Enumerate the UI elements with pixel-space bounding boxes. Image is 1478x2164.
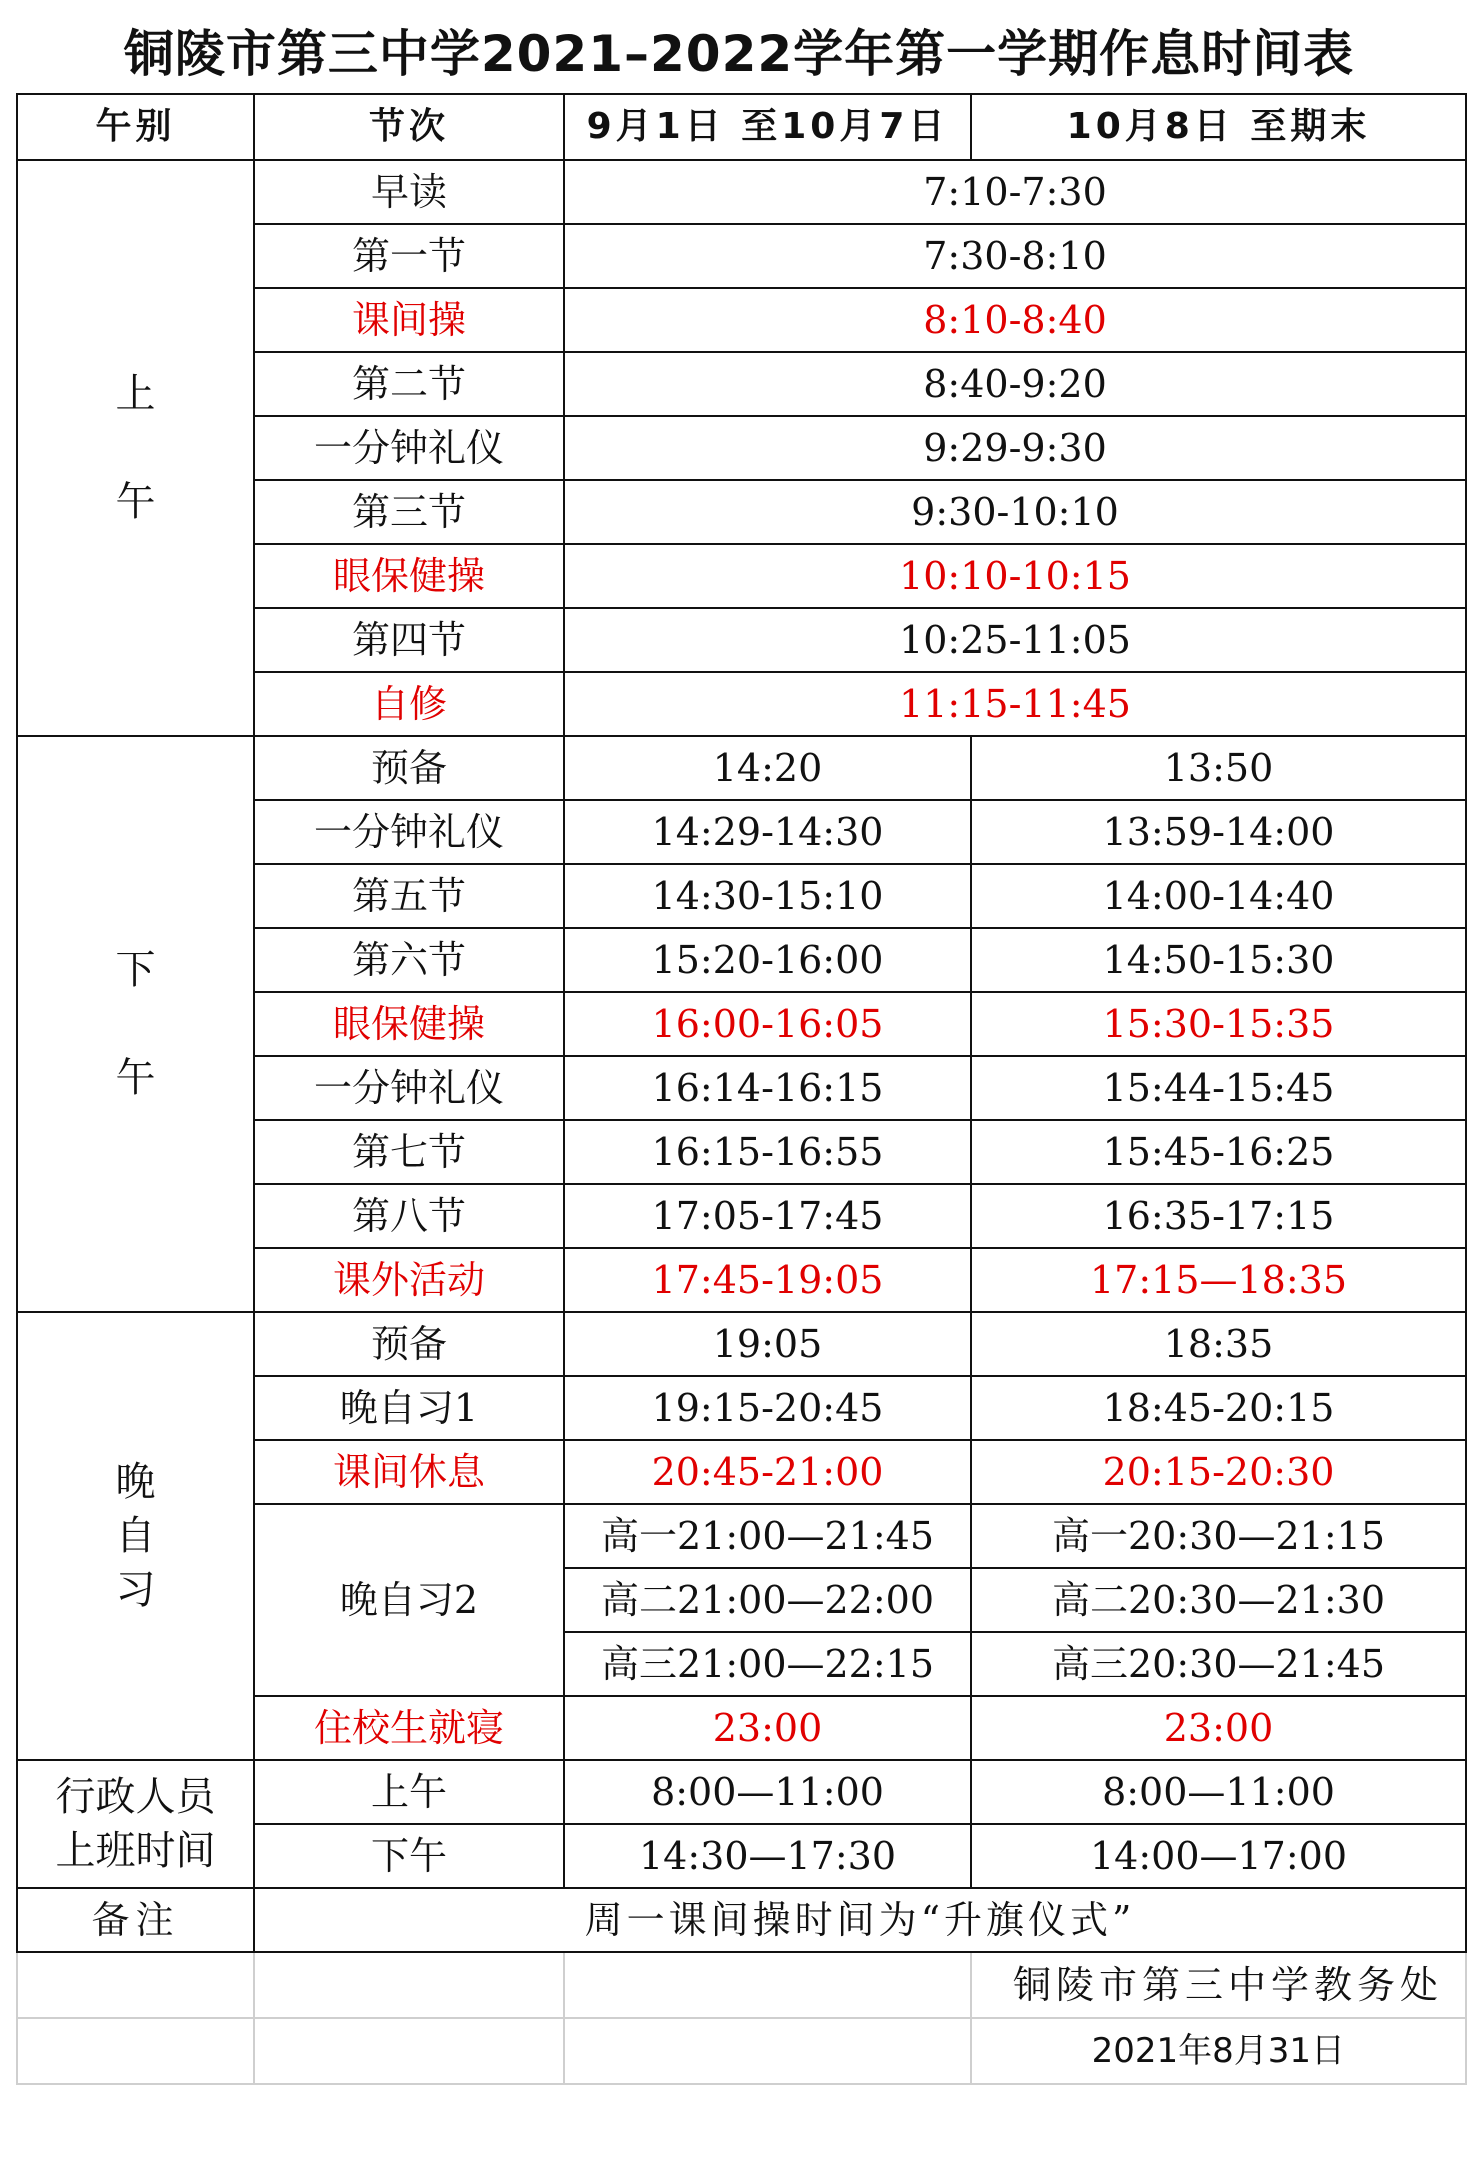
header-range-1: 9月1日 至10月7日	[564, 94, 971, 160]
session-name: 第四节	[254, 608, 564, 672]
header-period: 午别	[17, 94, 254, 160]
header-session: 节次	[254, 94, 564, 160]
session-time: 10:10-10:15	[564, 544, 1466, 608]
session-name: 课间休息	[254, 1440, 564, 1504]
time-range-1: 17:05-17:45	[564, 1184, 971, 1248]
session-name: 自修	[254, 672, 564, 736]
time-range-2: 8:00—11:00	[971, 1760, 1466, 1824]
page-title: 铜陵市第三中学2021–2022学年第一学期作息时间表	[123, 25, 1355, 83]
session-name: 上午	[254, 1760, 564, 1824]
time-range-1: 14:30-15:10	[564, 864, 971, 928]
table-row	[17, 736, 1466, 800]
session-name: 第三节	[254, 480, 564, 544]
time-range-2: 14:00—17:00	[971, 1824, 1466, 1888]
time-range-1: 高二21:00—22:00	[564, 1568, 971, 1632]
header-range-2: 10月8日 至期末	[971, 94, 1466, 160]
time-range-2: 14:00-14:40	[971, 864, 1466, 928]
time-range-2: 23:00	[971, 1696, 1466, 1760]
table-row	[17, 1760, 1466, 1824]
time-range-1: 19:15-20:45	[564, 1376, 971, 1440]
time-range-2: 20:15-20:30	[971, 1440, 1466, 1504]
footer-row	[17, 2018, 1466, 2084]
time-range-2: 高一20:30—21:15	[971, 1504, 1466, 1568]
header-row	[17, 94, 1466, 160]
session-time: 11:15-11:45	[564, 672, 1466, 736]
table-row	[17, 160, 1466, 224]
time-range-2: 15:30-15:35	[971, 992, 1466, 1056]
session-name: 住校生就寝	[254, 1696, 564, 1760]
office-signature: 铜陵市第三中学教务处	[971, 1952, 1466, 2018]
session-name: 第七节	[254, 1120, 564, 1184]
session-name: 第二节	[254, 352, 564, 416]
issue-date: 2021年8月31日	[971, 2018, 1466, 2084]
time-range-2: 13:59-14:00	[971, 800, 1466, 864]
session-name: 晚自习1	[254, 1376, 564, 1440]
section-afternoon: 下 午	[17, 736, 254, 1312]
footer-row	[17, 1952, 1466, 2018]
session-name: 一分钟礼仪	[254, 800, 564, 864]
schedule-table	[16, 93, 1467, 2085]
time-range-1: 14:29-14:30	[564, 800, 971, 864]
table-row	[17, 1312, 1466, 1376]
time-range-1: 14:20	[564, 736, 971, 800]
time-range-1: 20:45-21:00	[564, 1440, 971, 1504]
note-label: 备注	[17, 1888, 254, 1952]
session-name: 课间操	[254, 288, 564, 352]
session-time: 7:10-7:30	[564, 160, 1466, 224]
session-name: 第五节	[254, 864, 564, 928]
session-time: 8:10-8:40	[564, 288, 1466, 352]
session-name: 第八节	[254, 1184, 564, 1248]
section-morning: 上 午	[17, 160, 254, 736]
session-name: 预备	[254, 1312, 564, 1376]
time-range-1: 16:00-16:05	[564, 992, 971, 1056]
session-time: 8:40-9:20	[564, 352, 1466, 416]
session-time: 10:25-11:05	[564, 608, 1466, 672]
time-range-2: 17:15—18:35	[971, 1248, 1466, 1312]
session-time: 9:30-10:10	[564, 480, 1466, 544]
session-name: 预备	[254, 736, 564, 800]
time-range-2: 13:50	[971, 736, 1466, 800]
time-range-2: 18:35	[971, 1312, 1466, 1376]
session-name: 一分钟礼仪	[254, 1056, 564, 1120]
time-range-2: 15:45-16:25	[971, 1120, 1466, 1184]
time-range-1: 高三21:00—22:15	[564, 1632, 971, 1696]
note-text: 周一课间操时间为“升旗仪式”	[254, 1888, 1466, 1952]
time-range-1: 16:14-16:15	[564, 1056, 971, 1120]
time-range-2: 15:44-15:45	[971, 1056, 1466, 1120]
section-evening: 晚 自 习	[17, 1312, 254, 1760]
session-name: 一分钟礼仪	[254, 416, 564, 480]
session-name: 眼保健操	[254, 992, 564, 1056]
time-range-2: 高三20:30—21:45	[971, 1632, 1466, 1696]
time-range-1: 19:05	[564, 1312, 971, 1376]
time-range-2: 高二20:30—21:30	[971, 1568, 1466, 1632]
time-range-2: 16:35-17:15	[971, 1184, 1466, 1248]
note-row	[17, 1888, 1466, 1952]
time-range-1: 高一21:00—21:45	[564, 1504, 971, 1568]
session-name: 早读	[254, 160, 564, 224]
time-range-1: 23:00	[564, 1696, 971, 1760]
session-time: 9:29-9:30	[564, 416, 1466, 480]
time-range-1: 16:15-16:55	[564, 1120, 971, 1184]
session-name: 第一节	[254, 224, 564, 288]
time-range-2: 14:50-15:30	[971, 928, 1466, 992]
time-range-1: 15:20-16:00	[564, 928, 971, 992]
time-range-2: 18:45-20:15	[971, 1376, 1466, 1440]
time-range-1: 8:00—11:00	[564, 1760, 971, 1824]
session-name: 下午	[254, 1824, 564, 1888]
session-name: 晚自习2	[254, 1504, 564, 1696]
session-name: 课外活动	[254, 1248, 564, 1312]
session-name: 眼保健操	[254, 544, 564, 608]
time-range-1: 17:45-19:05	[564, 1248, 971, 1312]
session-time: 7:30-8:10	[564, 224, 1466, 288]
section-admin: 行政人员 上班时间	[17, 1760, 254, 1888]
time-range-1: 14:30—17:30	[564, 1824, 971, 1888]
session-name: 第六节	[254, 928, 564, 992]
